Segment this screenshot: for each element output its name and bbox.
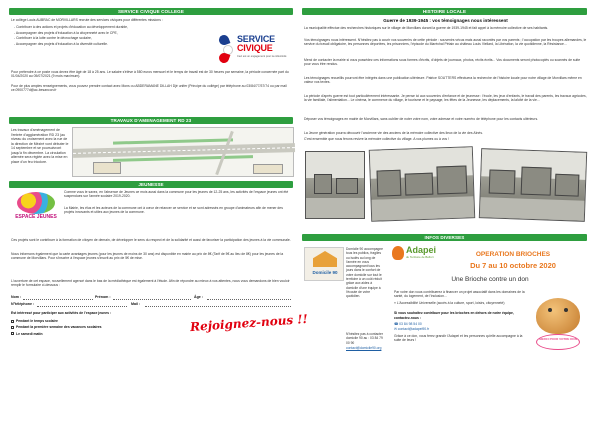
histoire-p6: Déposer vos témoignages en mairie de Morvillars, sans oublier de noter votre nom, votre adresse et votre numéro de téléphone pour les contacts ultérieurs. <box>304 117 539 121</box>
mail-field[interactable] <box>145 306 291 307</box>
adapei-p2: « L'Accessibilité Universelle (accès à la culture, sport, loisirs, citoyenneté) <box>394 300 505 305</box>
histoire-p5: La période d'après guerre est tout particulièrement intéressante. Je pense ici aux souvenirs d'enfance et de jeunesse : l'école, les jeux d'enfants, le travail des parents, les travaux agricoles, la vie familiale, l'alimentation... Le cinéma, le commerce du village, le tourisme et le paysage, les fêtes de la Jeunesse, les déplacements, la laïcité de la vie... <box>304 94 587 103</box>
domicile90-text: Domicile 90 accompagne tous les publics, fragiles ou isolés au long de l'année en vous accompagnant tous les jours dans le confort de votre domicile sur tout le territoire à un coût réduit grâce aux aides à domicile d'une équipe à l'écoute de votre quotidien. <box>346 247 384 299</box>
espace-jeunes-logo <box>11 190 61 235</box>
adapei-p3: Si vous souhaitez contribuer pour les brioches en dehors de notre équipe, contactez-nous : <box>394 311 514 320</box>
histoire-p3: Merci de contacter la mairie si vous possédez ces informations sous formes d'écrits, d'objets de journaux, photos, récits écrits... Vos documents seront photocopiés ou scannés de suite pour vous être rendus. <box>304 58 581 67</box>
option-label: Pendant la première semaine des vacances scolaires <box>16 325 102 330</box>
histoire-p4: Les témoignages recueillis pourront être intégrés dans une publication ultérieure. Patrice SOUTTERS effectuera la recherche de l'histoire locale pour notre village de Morvillars même en valeur vos textes. <box>304 76 582 85</box>
jeunesse-p3: Ces projets sont le contribuer à la formation de citoyen de demain, de développer le sens du respect et de la solidarité et aussi de favoriser la participation des jeunes à la vie communale. <box>11 238 291 242</box>
adapei-details <box>394 290 526 343</box>
adapei-title: Adapei <box>406 245 437 255</box>
histoire-title: Guerre de 1939-1945 : vos témoignages nous intéressent <box>383 18 508 23</box>
travaux-text: Les travaux d'aménagement de l'entrée d'agglomération RD 23 (au niveau du croisement avec la rue de la direction de Méziré vont débuter le 14 septembre et se poursuivront jusqu'à fin décembre. La circulation alternée sera réglée avec la mise en place d'un feu tricolore. <box>11 128 69 164</box>
domicile90-contact: N'hésitez pas à contacter domicile 90 au : 03 84 79 00 90 <box>346 332 383 345</box>
adapei-mail-address: contact@adapei90.fr <box>397 326 430 331</box>
interest-question: Est intéressé pour participer aux activités de l'espace jeunes : <box>11 311 112 315</box>
service-civique-logo <box>217 31 293 69</box>
phone-icon: ☎ <box>394 322 400 327</box>
brioche-mascot-image <box>530 292 586 352</box>
logo-line-civique: CIVIQUE <box>237 43 273 53</box>
service-civique-conditions: Pour prétendre à ce poste vous devez être âgé de 18 à 25 ans. Le salaire s'élève à 580 euros mensuel et le temps de travail est de 30 heures par semaine, la période concernée part du 01/04/2020 au 05/07/2021 (9 mois maximum). <box>11 70 289 79</box>
adapei-mail-link[interactable] <box>394 327 526 331</box>
option-label: Pendant le temps scolaire <box>16 319 58 323</box>
domicile90-title: Domicile 90 <box>312 270 338 275</box>
prenom-label: Prénom : <box>95 295 111 299</box>
option-premiere-semaine[interactable] <box>11 325 161 329</box>
telephone-label: N°téléphone : <box>11 302 35 306</box>
service-civique-contact: Pour de plus amples renseignements, vous pouvez prendre contact avec Mons ou ABDERAMANE DILLAH Djé unifer (Principe du collège) par téléphone au 03/84/77/37/74 ou par mail ce.0900777d@ac-besancon.fr <box>11 84 287 93</box>
section-banner-histoire: HISTOIRE LOCALE <box>302 8 587 15</box>
checkbox-icon[interactable] <box>11 326 14 329</box>
service-civique-missions <box>14 25 214 47</box>
historic-photo-village <box>305 151 365 219</box>
section-banner-infos: INFOS DIVERSES <box>302 234 587 241</box>
historic-photo-square <box>479 148 587 222</box>
logo-line-service: SERVICE <box>237 34 275 44</box>
domicile90-mail-link[interactable]: contact@domicile90.org <box>346 346 382 350</box>
option-label: Le samedi matin <box>16 331 43 336</box>
tricolor-wave-icon <box>217 35 235 63</box>
mission-item: - Accompagner des projets d'éducation à la diversité culturelle. <box>14 42 108 47</box>
service-civique-intro: Le collège Louis AUBRAC de MORVILLARS recrute des services civiques pour différentes missions : <box>11 18 163 22</box>
logo-tagline: Ceci est un engagement pour la collectivité <box>237 55 287 58</box>
jeunesse-form-header <box>11 295 293 309</box>
telephone-field[interactable] <box>37 306 127 307</box>
interest-options <box>11 319 161 336</box>
house-icon <box>313 251 337 267</box>
section-banner-service-civique: SERVICE CIVIQUE COLLEGE <box>9 8 293 15</box>
option-temps-scolaire[interactable] <box>11 319 161 323</box>
histoire-p8: C'est ensemble que nous ferons revivre la mémoire collective du village. A vos plumes ou à vos ! <box>304 137 450 141</box>
rejoignez-nous-slogan: Rejoignez-nous !! <box>189 311 309 335</box>
adapei-logo <box>392 244 436 266</box>
age-field[interactable] <box>207 299 291 300</box>
jeunesse-p2: La Mairie, les élus et les acteurs de la commune ont à cœur de relancer ce service et se sont adressés en groupe d'animateurs afin de mener des projets innovants et utiles aux jeunes de la commune. <box>64 206 283 215</box>
prenom-field[interactable] <box>113 299 191 300</box>
adapei-phone-number: 03 84 98 54 00 <box>399 322 422 327</box>
age-label: Âge : <box>194 295 203 299</box>
section-banner-jeunesse: JEUNESSE <box>9 181 293 188</box>
jeunesse-p1: Comme vous le savez, en l'absence de Jeunes ce mois aussi dans la commune pour les jeunes de 12-25 ans, les activités de l'espace jeunes ont été suspendues sur l'année scolaire 2019-2020. <box>64 190 289 199</box>
mission-item: - Accompagner des projets d'éducation à la citoyenneté avec le CPE, <box>14 30 118 35</box>
adapei-p1: Par votre don vous contribuerez à financer un projet associatif dans les domaines de la santé, du logement, de l'inclusion... <box>394 290 525 299</box>
brioche-tagline: Une Brioche contre un don <box>451 276 529 283</box>
domicile90-logo <box>304 247 344 281</box>
jeunesse-p5: L'ouverture de cet espace, nouvellement agencé dans le bas de la médiathèque est également à l'étude. Afin de répondre au mieux à vos attentes, nous vous demandons de bien vouloir remplir le formulaire ci-dessous : <box>11 279 290 288</box>
espace-jeunes-label: ESPACE JEUNES <box>15 214 57 220</box>
adapei-subtitle: du Territoire de Belfort <box>406 255 434 259</box>
checkbox-icon[interactable] <box>11 320 14 323</box>
historic-photo-street <box>369 146 475 222</box>
merci-badge: MERCI POUR VOTRE DON <box>536 334 580 350</box>
nom-field[interactable] <box>23 299 93 300</box>
histoire-p1: La municipalité effectue des recherches historiques sur le village de Morvillars durant la guerre de 1939-1945 et fait appel à la mémoire collective de ses habitants. <box>304 26 549 30</box>
colorful-splash-icon <box>17 192 55 214</box>
checkbox-icon[interactable] <box>11 332 14 335</box>
mail-label: Mail : <box>131 302 141 306</box>
road-plan-diagram <box>72 127 294 177</box>
operation-brioches-title: OPERATION BRIOCHES <box>475 251 551 258</box>
option-samedi-matin[interactable] <box>11 332 161 336</box>
jeunesse-p4: Nous informons également que la carte avantages jeunes (pour les jeunes de moins de 30 ans) est disponible en mairie au prix de 8€ (Tarif de 5€ au lieu de 8€) pour les jeunes de la commune de Morvillars. Pour s'inscrire à l'espace jeunes s'inscrit au prix de 5€ de mise. <box>11 252 284 261</box>
operation-dates: Du 7 au 10 octobre 2020 <box>470 261 556 270</box>
brioche-icon <box>536 298 580 334</box>
adapei-flame-icon <box>392 246 404 260</box>
mission-item: - Contribuer à la lutte contre le décrochage scolaire, <box>14 36 92 41</box>
mission-item: - Contribuer à des actions et projets d'éducation au développement durable, <box>14 25 128 29</box>
histoire-p7: La Jeune génération pourra découvrir l'ancienne vie des anciens de la mémoire collective des lieux de la vie des Aînés. <box>304 131 483 135</box>
adapei-p4: Grâce à ce don, vous ferez grandir l'Adapei et les personnes qu'elle accompagne à la suite de leurs ! <box>394 333 523 343</box>
mail-icon: ✉ <box>394 326 398 331</box>
histoire-p2: Vos témoignages nous intéressent. N'hésitez pas à courir vos souvenirs de cette période : souvenirs vécus mais aussi racontés par vos parents ; l'occupation par les troupes allemandes, le service du travail obligatoire, les personnes déportées, les prisonniers, l'épisode du Maréchal Pétain au château Louis Viellard, la Libération, la vie quotidienne, la Résistance... <box>304 38 587 47</box>
nom-label: Nom : <box>11 295 22 299</box>
section-banner-travaux: TRAVAUX D'AMENAGEMENT RD 23 <box>9 117 293 124</box>
